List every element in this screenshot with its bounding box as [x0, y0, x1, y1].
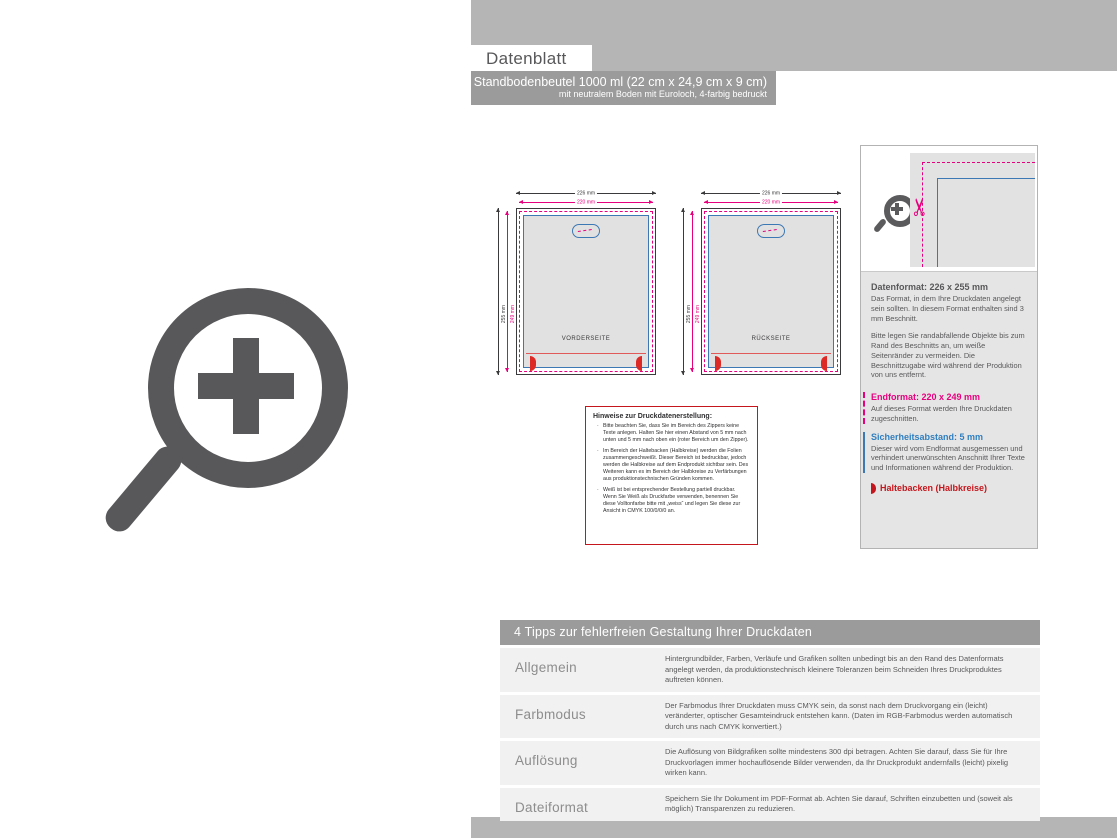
endformat-heading: Endformat: 220 x 249 mm: [871, 392, 981, 403]
table-row: [500, 648, 1040, 692]
row-text: Speichern Sie Ihr Dokument im PDF-Format ab. Achten Sie darauf, Schriften einzubetten und (soweit als möglich) Transparenzen zu reduzieren.: [665, 793, 1013, 813]
row-text: Der Farbmodus Ihrer Druckdaten muss CMYK sein, da sonst nach dem Druckvorgang ein (leicht) veränderter, optischer Gesamteindruck entstehen kann. (Daten im RGB-Farbmodus werden automatisch durch uns nach CMYK konvertiert.): [665, 700, 1013, 731]
magnifier-plus-icon: [120, 280, 380, 560]
section-endformat: Endformat: 220 x 249 mm Auf dieses Format werden Ihre Druckdaten zugeschnitten.: [863, 392, 1027, 424]
product-name: Standbodenbeutel 1000 ml (22 cm x 24,9 cm x 9 cm): [473, 75, 767, 89]
table-row: [500, 695, 1040, 739]
row-label: Auflösung: [515, 753, 578, 768]
safety-line: [937, 178, 938, 267]
row-label: Allgemein: [515, 660, 577, 675]
format-info-panel: [860, 145, 1038, 549]
safety-line: [523, 215, 649, 368]
table-row: [500, 788, 1040, 821]
note-bullet: · Im Bereich der Haltebacken (Halbkreise) werden die Folien zusammengeschweißt. Dieser Bereich ist bedruckbar, jedoch werden die Halbkreise auf dem Endprodukt sichtbar sein. Des Weiteren kann es im Bereich der Halbkreise zu Verfärbungen aus produktionstechnischen Gründen kommen.: [599, 448, 750, 483]
cut-line: [922, 162, 1035, 163]
section-datenformat: Datenformat: 226 x 255 mm Das Format, in dem Ihre Druckdaten angelegt sein sollten. In diesem Format enthalten sind 3 mm Beschnitt. Bitte legen Sie randabfallende Objekte bis zum Rand des Beschnitts an, um weiße Seitenränder zu vermeiden. Die Beschnittzugabe wird während der Produktion von uns entfernt.: [871, 282, 1027, 380]
side-label: RÜCKSEITE: [751, 336, 791, 342]
dimension-height-inner: 249 mm: [507, 211, 508, 372]
scissors-icon: ✂: [907, 196, 935, 218]
corner-detail-image: [861, 146, 1037, 272]
table-row: [500, 741, 1040, 785]
zipper-line: [711, 353, 831, 354]
dimension-height-inner: 249 mm: [692, 211, 693, 372]
haltebacken-heading: Haltebacken (Halbkreise): [880, 483, 988, 494]
product-title-bar: [471, 71, 776, 105]
notes-list: [593, 423, 750, 515]
row-label: Dateiformat: [515, 799, 589, 815]
top-gray-band-extension: [592, 45, 1117, 71]
datenformat-heading: Datenformat: 226 x 255 mm: [871, 282, 989, 292]
dimension-width-inner: 220 mm: [704, 202, 838, 203]
note-bullet: · Bitte beachten Sie, dass Sie im Bereich des Zippers keine Texte anlegen. Halten Sie hier einen Abstand von 5 mm nach unten und 5 mm nach oben ein (roter Bereich um den Zipper).: [599, 423, 750, 444]
zipper-line: [526, 353, 646, 354]
sicherheitsabstand-heading: Sicherheitsabstand: 5 mm: [871, 431, 984, 442]
haltebacken-mark-right: [821, 356, 827, 371]
corner-illustration: [907, 153, 1035, 267]
plus-icon: [233, 338, 259, 434]
euroloch-icon: [572, 224, 600, 238]
dimension-width-inner: 220 mm: [519, 202, 653, 203]
product-subtitle: mit neutralem Boden mit Euroloch, 4-farbig bedruckt: [558, 89, 767, 99]
pouch-outline-back: [701, 208, 841, 375]
halfcircle-icon: [871, 483, 876, 494]
row-text: Hintergrundbilder, Farben, Verläufe und Grafiken sollten unbedingt bis an den Rand des Datenformats angelegt werden, da produktionstechnisch kleinere Toleranzen beim Schneiden Ihres Druckproduktes auftreten können.: [665, 654, 1004, 684]
safety-line: [708, 215, 834, 368]
print-notes-box: [585, 406, 758, 545]
tips-table-header: 4 Tipps zur fehlerfreien Gestaltung Ihrer Druckdaten: [500, 620, 1040, 645]
dimension-height-outer: 255 mm: [498, 208, 499, 375]
dimension-height-outer: 255 mm: [683, 208, 684, 375]
note-bullet: · Weiß ist bei entsprechender Bestellung partiell druckbar. Wenn Sie Weiß als Druckfarbe verwenden, benennen Sie diese Volltonfarbe bitte mit „weiss“ und legen Sie diese zur Ansicht in CMYK 100/0/0/0 an.: [599, 487, 750, 515]
drawing-back: [676, 185, 842, 381]
section-haltebacken: [871, 483, 1027, 494]
pouch-outline-front: [516, 208, 656, 375]
notes-title: Hinweise zur Druckdatenerstellung:: [593, 413, 713, 420]
section-sicherheitsabstand: Sicherheitsabstand: 5 mm Dieser wird vom Endformat ausgemessen und verhindert unerwünschten Anschnitt Ihrer Texte und Informationen während der Produktion.: [863, 432, 1027, 473]
safety-line: [937, 178, 1035, 179]
euroloch-icon: [757, 224, 785, 238]
datenblatt-tab: [478, 46, 592, 71]
side-label: VORDERSEITE: [561, 336, 611, 342]
drawing-front: [491, 185, 657, 381]
tips-table: [500, 620, 1040, 821]
dimension-width-outer: 226 mm: [701, 193, 841, 194]
page-title: Datenblatt: [486, 48, 567, 68]
row-label: Farbmodus: [515, 706, 586, 722]
dimension-width-outer: 226 mm: [516, 193, 656, 194]
row-text: Die Auflösung von Bildgrafiken sollte mindestens 300 dpi betragen. Achten Sie darauf, dass Sie für Ihre Druckvorlagen immer hochauflösende Bilder verwenden, da Ihr Druckprodukt andernfalls (leicht) pixelig wirken kann.: [665, 747, 1009, 777]
panel-text: [861, 271, 1037, 548]
magnifier-handle: [100, 441, 186, 536]
haltebacken-mark-right: [636, 356, 642, 371]
top-gray-band: [471, 0, 1117, 45]
